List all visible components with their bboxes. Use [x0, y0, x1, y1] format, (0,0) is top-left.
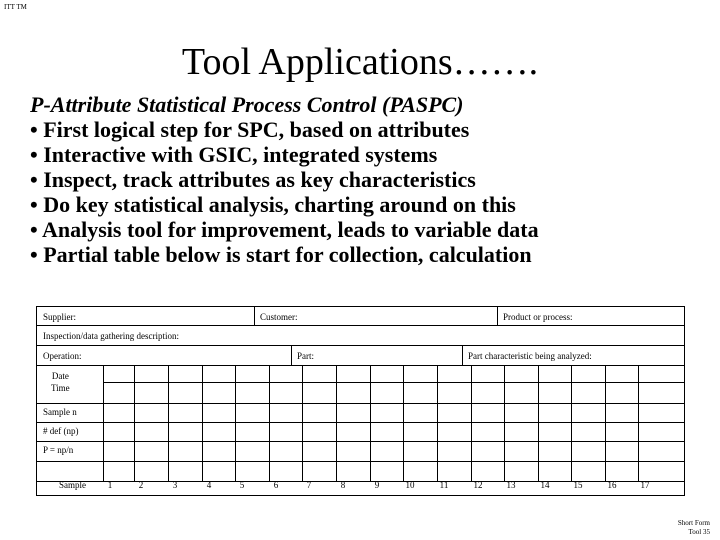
bullet-item: • Do key statistical analysis, charting around on this — [30, 192, 516, 217]
bullet-list — [30, 117, 539, 267]
bullet-item: • First logical step for SPC, based on attributes — [30, 117, 470, 142]
bullet-item: • Analysis tool for improvement, leads to variable data — [30, 217, 539, 242]
grid-column-line — [103, 366, 104, 482]
def-label: # def (np) — [43, 426, 79, 436]
grid-column-line — [269, 366, 270, 482]
grid-column-line — [403, 366, 404, 482]
grid-lines — [37, 366, 684, 482]
sample-number: 8 — [340, 480, 346, 490]
bullet-item: • Interactive with GSIC, integrated systems — [30, 142, 438, 167]
date-label: Date — [51, 371, 69, 381]
grid-column-line — [168, 366, 169, 482]
sample-number: 16 — [607, 480, 617, 490]
grid-column-line — [302, 366, 303, 482]
grid-column-line — [504, 366, 505, 482]
bullet-item: • Inspect, track attributes as key characteristics — [30, 167, 476, 192]
divider — [497, 307, 498, 325]
sample-number: 10 — [405, 480, 415, 490]
operation-label: Operation: — [43, 351, 82, 361]
divider — [291, 346, 292, 365]
form-row-inspection — [37, 326, 684, 346]
grid-column-line — [538, 366, 539, 482]
part-label: Part: — [297, 351, 314, 361]
pspc-form — [36, 306, 685, 496]
sample-number: 7 — [306, 480, 312, 490]
sample-number: 11 — [439, 480, 449, 490]
divider — [254, 307, 255, 325]
header-tag: ITT TM — [4, 3, 27, 11]
sample-number: 17 — [640, 480, 650, 490]
sample-number: 9 — [374, 480, 380, 490]
grid-column-line — [235, 366, 236, 482]
sample-number: 3 — [172, 480, 178, 490]
footer-line1: Short Form — [677, 519, 710, 527]
supplier-label: Supplier: — [43, 312, 76, 322]
slide-subtitle: P-Attribute Statistical Process Control (PASPC) — [30, 92, 464, 117]
sample-label: Sample — [59, 480, 86, 490]
sample-number: 14 — [540, 480, 550, 490]
sample-number: 4 — [206, 480, 212, 490]
product-label: Product or process: — [503, 312, 573, 322]
grid-column-line — [202, 366, 203, 482]
bullet-item: • Partial table below is start for collection, calculation — [30, 242, 532, 267]
sample-number: 1 — [107, 480, 113, 490]
footer-line2: Tool 35 — [688, 528, 710, 536]
divider — [462, 346, 463, 365]
grid-column-line — [437, 366, 438, 482]
grid-column-line — [571, 366, 572, 482]
sample-n-label: Sample n — [43, 407, 77, 417]
inspection-label: Inspection/data gathering description: — [43, 331, 179, 341]
sample-number: 5 — [239, 480, 245, 490]
grid-column-line — [471, 366, 472, 482]
footer — [678, 519, 710, 537]
slide-title: Tool Applications……. — [181, 41, 539, 83]
sample-number: 2 — [138, 480, 144, 490]
sample-number: 15 — [573, 480, 583, 490]
part-char-label: Part characteristic being analyzed: — [468, 351, 592, 361]
sample-number: 13 — [506, 480, 516, 490]
sample-number: 12 — [473, 480, 483, 490]
form-row-operation — [37, 346, 684, 366]
customer-label: Customer: — [260, 312, 298, 322]
p-label: P = np/n — [43, 445, 74, 455]
grid-column-line — [370, 366, 371, 482]
time-label: Time — [51, 383, 70, 393]
grid-column-line — [134, 366, 135, 482]
grid-column-line — [336, 366, 337, 482]
grid-column-line — [638, 366, 639, 482]
grid-column-line — [605, 366, 606, 482]
form-row-supplier — [37, 307, 684, 326]
sample-number: 6 — [273, 480, 279, 490]
